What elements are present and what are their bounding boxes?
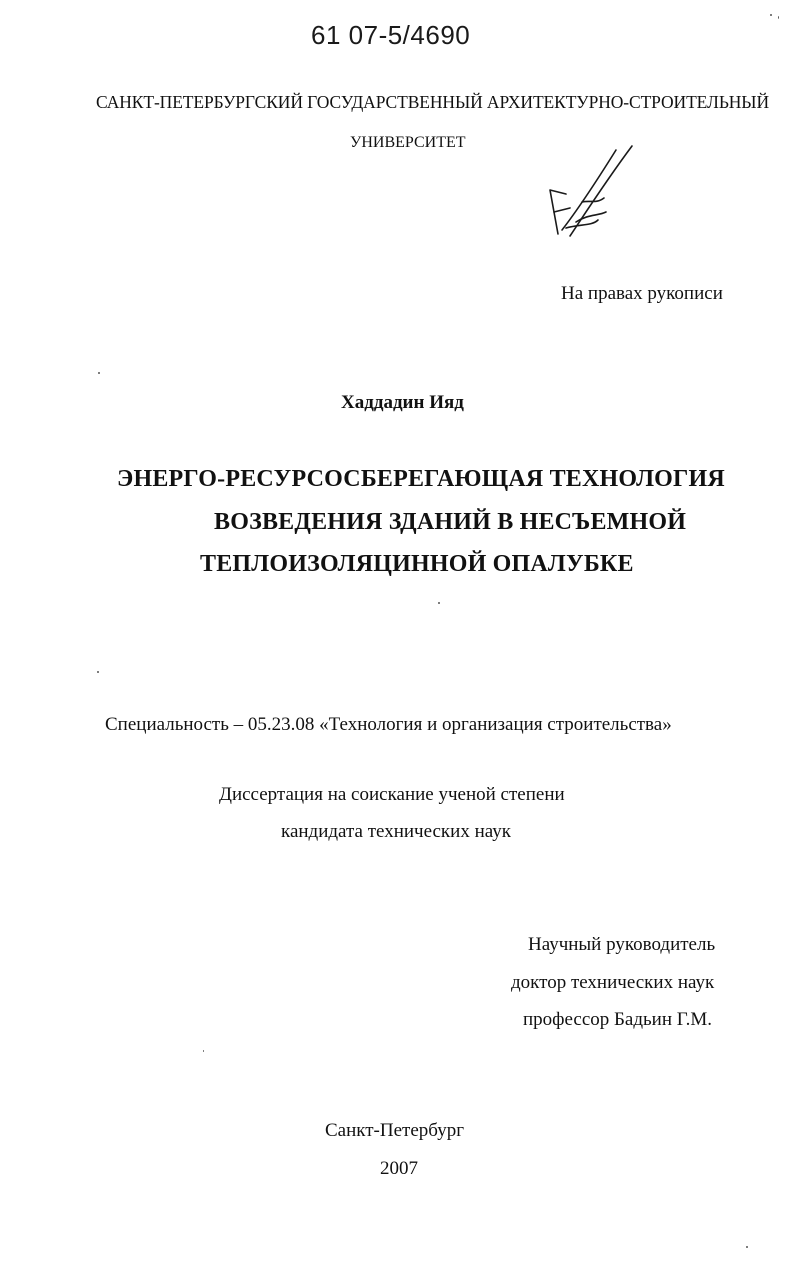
author-name: Хаддадин Ияд (341, 392, 464, 413)
handwritten-signature (536, 142, 646, 242)
scan-speck (203, 1050, 204, 1052)
publication-city: Санкт-Петербург (325, 1120, 465, 1141)
scan-speck (778, 16, 779, 19)
dissertation-title-line2: ВОЗВЕДЕНИЯ ЗДАНИЙ В НЕСЪЕМНОЙ (214, 509, 687, 535)
archive-stamp-code: 61 07-5/4690 (311, 20, 471, 50)
supervisor-degree: доктор технических наук (511, 972, 715, 993)
degree-line2: кандидата технических наук (281, 821, 511, 842)
university-name-line2: УНИВЕРСИТЕТ (350, 134, 466, 151)
supervisor-label: Научный руководитель (528, 934, 716, 955)
scan-speck (770, 14, 772, 16)
dissertation-title-line1: ЭНЕРГО-РЕСУРСОСБЕРЕГАЮЩАЯ ТЕХНОЛОГИЯ (117, 466, 725, 492)
scan-speck (746, 1246, 748, 1248)
scan-speck (98, 372, 100, 374)
specialty-line: Специальность – 05.23.08 «Технология и организация строительства» (105, 714, 672, 735)
university-name-line1: САНКТ-ПЕТЕРБУРГСКИЙ ГОСУДАРСТВЕННЫЙ АРХИТЕКТУРНО-СТРОИТЕЛЬНЫЙ (96, 92, 769, 112)
degree-line1: Диссертация на соискание ученой степени (219, 784, 565, 805)
scan-speck (97, 671, 99, 673)
supervisor-name: профессор Бадьин Г.М. (523, 1009, 712, 1030)
scan-speck (438, 602, 440, 604)
dissertation-title-line3: ТЕПЛОИЗОЛЯЦИННОЙ ОПАЛУБКЕ (200, 551, 634, 577)
manuscript-rights-note: На правах рукописи (561, 283, 723, 304)
publication-year: 2007 (380, 1158, 418, 1179)
